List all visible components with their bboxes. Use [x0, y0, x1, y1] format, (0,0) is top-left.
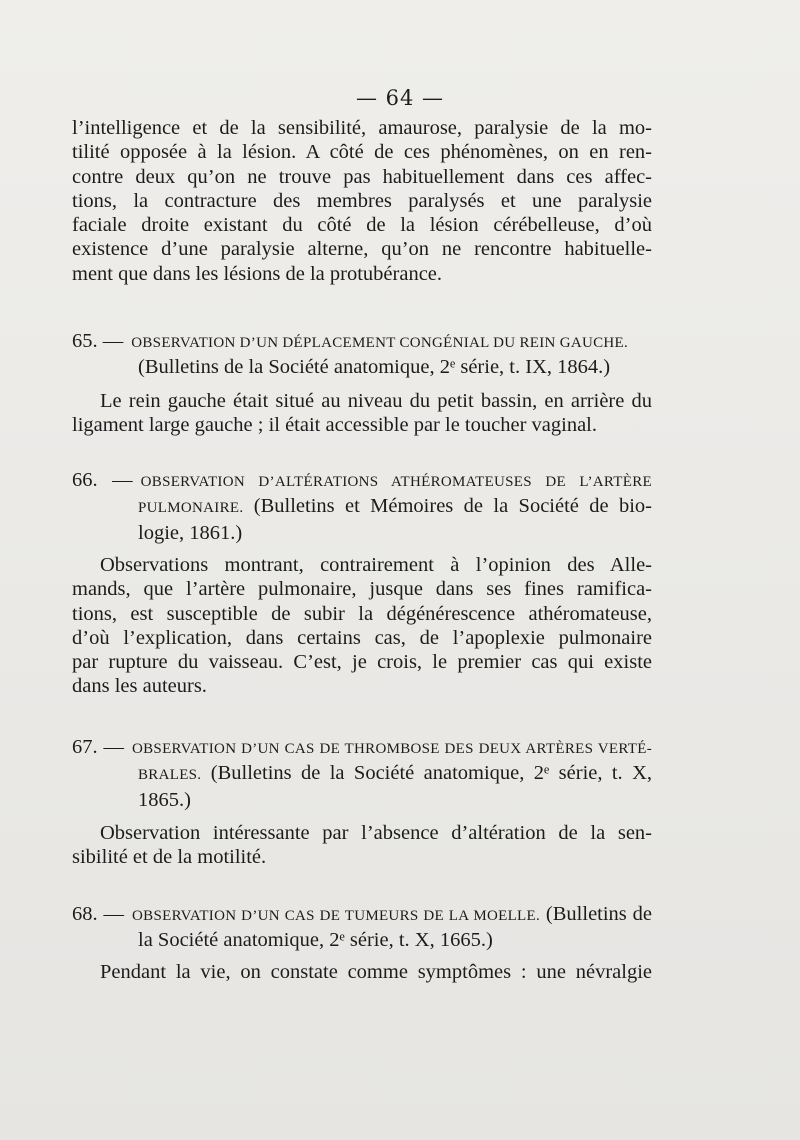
text-line: ment que dans les lésions de la protubérance. — [72, 262, 443, 285]
entry-number: 68. — — [72, 903, 125, 925]
entry-title: OBSERVATION D’ALTÉRATIONS ATHÉROMATEUSES DE L’ARTÈRE — [140, 474, 652, 490]
text-line: d’où l’explication, dans certains cas, de l’apoplexie pulmonaire — [72, 626, 652, 649]
text-line: mands, que l’artère pulmonaire, jusque dans ses fines ramifica- — [72, 578, 652, 601]
entry-number: 65. — — [72, 330, 124, 352]
text-line: dans les auteurs. — [72, 675, 207, 698]
entry-reference: (Bulletins et Mémoires de la Société de bio- — [253, 495, 652, 518]
entry-title: OBSERVATION D’UN CAS DE THROMBOSE DES DEUX ARTÈRES VERTÉ- — [131, 741, 652, 757]
text-line: Observation intéressante par l’absence d’altération de la sen- — [100, 822, 652, 844]
entry-number: 66. — — [72, 469, 133, 491]
entry-title: OBSERVATION D’UN DÉPLACEMENT CONGÉNIAL DU REIN GAUCHE. — [131, 335, 629, 351]
entry-reference-cont: la Société anatomique, 2ᵉ série, t. X, 1665.) — [138, 929, 493, 952]
entry-reference: (Bulletins de la Société anatomique, 2ᵉ série, t. X, — [210, 762, 652, 785]
text-line: Le rein gauche était situé au niveau du petit bassin, en arrière du — [100, 390, 652, 412]
text-line: Observations montrant, contrairement à l’opinion des Alle- — [100, 554, 652, 576]
text-line: tions, est susceptible de subir la dégénérescence athéromateuse, — [72, 602, 652, 625]
entry-66 — [72, 468, 652, 545]
entry-reference-cont: 1865.) — [138, 788, 191, 811]
entry-title: OBSERVATION D’UN CAS DE TUMEURS DE LA MOELLE. — [132, 908, 541, 924]
entry-68 — [72, 902, 652, 953]
entry-reference-cont: logie, 1861.) — [138, 521, 243, 544]
text-line: par rupture du vaisseau. C’est, je crois, le premier cas qui existe — [72, 651, 652, 674]
entry-heading-cont — [72, 761, 652, 787]
text-line: ligament large gauche ; il était accessible par le toucher vaginal. — [72, 414, 597, 437]
entry-65 — [72, 329, 652, 380]
entry-66-body — [72, 553, 652, 699]
entry-67 — [72, 735, 652, 812]
text-line: l’intelligence et de la sensibilité, amaurose, paralysie de la mo- — [72, 117, 652, 139]
entry-heading-cont — [72, 494, 652, 520]
entry-title-cont: PULMONAIRE. — [138, 500, 244, 517]
continuation-paragraph — [72, 116, 652, 286]
entry-65-body — [72, 389, 652, 438]
entry-heading — [72, 329, 652, 355]
entry-title-cont: BRALES. — [138, 767, 202, 784]
text-line: sibilité et de la motilité. — [72, 846, 267, 869]
entry-68-body — [72, 960, 652, 984]
entry-reference: (Bulletins de — [545, 903, 653, 925]
entry-number: 67. — — [72, 736, 124, 758]
page-number: — 64 — — [355, 86, 445, 110]
text-line: tilité opposée à la lésion. A côté de ces phénomènes, on en ren- — [72, 141, 652, 164]
text-line: Pendant la vie, on constate comme symptômes : une névralgie — [100, 961, 652, 983]
entry-heading — [72, 468, 652, 494]
text-line: existence d’une paralysie alterne, qu’on ne rencontre habituelle- — [72, 238, 652, 261]
entry-heading — [72, 902, 652, 928]
entry-reference: (Bulletins de la Société anatomique, 2ᵉ série, t. IX, 1864.) — [138, 356, 611, 379]
entry-heading — [72, 735, 652, 761]
text-line: contre deux qu’on ne trouve pas habituellement dans ces affec- — [72, 165, 652, 188]
text-line: tions, la contracture des membres paralysés et une paralysie — [72, 189, 652, 212]
text-line: faciale droite existant du côté de la lésion cérébelleuse, d’où — [72, 214, 652, 237]
entry-67-body — [72, 821, 652, 870]
